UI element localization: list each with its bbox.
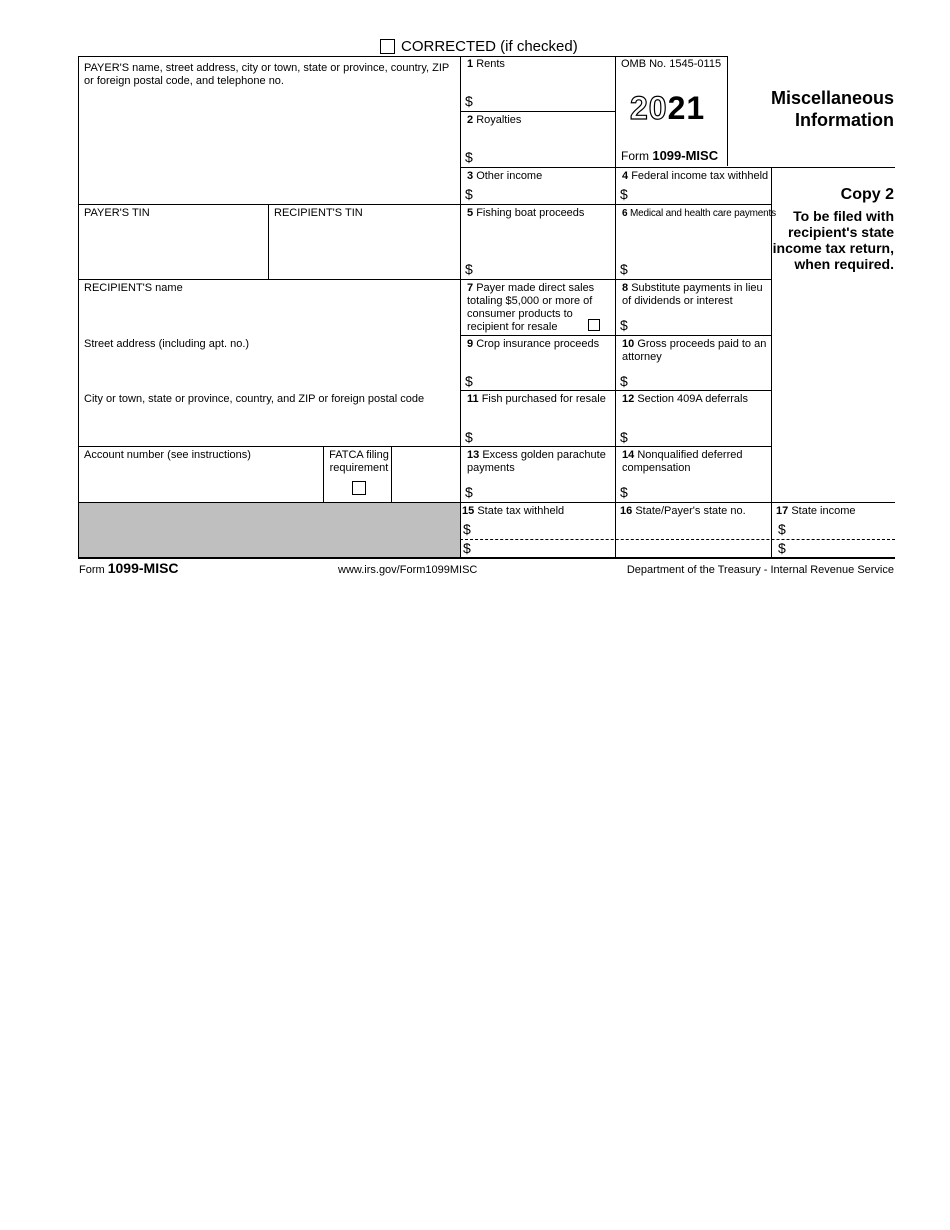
box3-label: 3 Other income bbox=[467, 170, 543, 182]
box4-label: 4 Federal income tax withheld bbox=[622, 170, 769, 182]
box4-dollar: $ bbox=[620, 186, 628, 202]
recipient-tin-label: RECIPIENT'S TIN bbox=[274, 207, 363, 219]
form-top-border bbox=[78, 56, 727, 57]
copy-line4: when required. bbox=[794, 256, 894, 272]
line-city-top bbox=[78, 446, 460, 447]
divider-col-a bbox=[460, 56, 461, 558]
city-label: City or town, state or province, country, and ZIP or foreign postal code bbox=[84, 393, 425, 405]
fatca-checkbox[interactable] bbox=[352, 481, 366, 495]
line-row7-top bbox=[460, 279, 771, 280]
box15-label: 15 State tax withheld bbox=[462, 505, 565, 517]
box9-dollar: $ bbox=[465, 373, 473, 389]
line-tin-bottom bbox=[78, 279, 460, 280]
box8-dollar: $ bbox=[620, 317, 628, 333]
divider-tin bbox=[268, 204, 269, 279]
box5-dollar: $ bbox=[465, 261, 473, 277]
footer-url[interactable]: www.irs.gov/Form1099MISC bbox=[338, 564, 478, 576]
account-number-label: Account number (see instructions) bbox=[84, 449, 251, 461]
box14-dollar: $ bbox=[620, 484, 628, 500]
line-payer-bottom bbox=[78, 204, 460, 205]
box17-label: 17 State income bbox=[776, 505, 856, 517]
box8-label: 8 Substitute payments in lieu of dividends or interest bbox=[622, 282, 763, 307]
line-row9-top bbox=[460, 335, 771, 336]
box11-label: 11 Fish purchased for resale bbox=[467, 393, 606, 405]
box2-dollar: $ bbox=[465, 149, 473, 165]
line-row11-top bbox=[460, 390, 771, 391]
fatca-label: FATCA filing requirement bbox=[329, 449, 389, 474]
box9-label: 9 Crop insurance proceeds bbox=[467, 338, 600, 350]
omb-form-name: Form 1099-MISC bbox=[621, 148, 719, 163]
box7-label: 7 Payer made direct sales totaling $5,000 or more of consumer products to recipient for resale bbox=[467, 282, 595, 333]
box13-label: 13 Excess golden parachute payments bbox=[467, 449, 606, 474]
divider-fatca-right bbox=[391, 446, 392, 502]
title-line1: Miscellaneous bbox=[770, 88, 894, 108]
tax-year: 2021 bbox=[630, 90, 706, 126]
line-row15-top bbox=[460, 502, 895, 503]
shaded-area bbox=[79, 503, 460, 557]
box10-label: 10 Gross proceeds paid to an attorney bbox=[622, 338, 767, 363]
box12-dollar: $ bbox=[620, 429, 628, 445]
recipient-name-label: RECIPIENT'S name bbox=[84, 282, 183, 294]
line-row5-top bbox=[460, 204, 771, 205]
copy-label: Copy 2 bbox=[840, 186, 894, 203]
box14-label: 14 Nonqualified deferred compensation bbox=[622, 449, 743, 474]
copy-line1: To be filed with bbox=[793, 208, 894, 224]
box7-checkbox[interactable] bbox=[588, 319, 600, 331]
box15-dollar: $ bbox=[463, 521, 471, 537]
box17-dollar: $ bbox=[778, 521, 786, 537]
street-address-label: Street address (including apt. no.) bbox=[84, 338, 250, 350]
line-row13-top bbox=[460, 446, 771, 447]
box13-dollar: $ bbox=[465, 484, 473, 500]
line-box1-bottom bbox=[460, 111, 615, 112]
box11-dollar: $ bbox=[465, 429, 473, 445]
corrected-label: CORRECTED (if checked) bbox=[401, 38, 578, 55]
form-left-border bbox=[78, 56, 79, 558]
box1-label: 1 Rents bbox=[467, 58, 505, 70]
footer-form-name: Form 1099-MISC bbox=[79, 560, 179, 576]
corrected-checkbox[interactable] bbox=[380, 39, 395, 54]
omb-number: OMB No. 1545-0115 bbox=[621, 58, 722, 70]
line-row3-top bbox=[460, 167, 895, 168]
footer-department: Department of the Treasury - Internal Revenue Service bbox=[626, 564, 894, 576]
line-state-dashed bbox=[460, 539, 895, 540]
box2-label: 2 Royalties bbox=[467, 114, 522, 126]
box6-dollar: $ bbox=[620, 261, 628, 277]
box3-dollar: $ bbox=[465, 186, 473, 202]
box17-dollar-2: $ bbox=[778, 540, 786, 556]
form-bottom-border bbox=[78, 557, 895, 559]
copy-line3: income tax return, bbox=[772, 240, 894, 256]
payer-name-label: PAYER'S name, street address, city or town, state or province, country, ZIP or foreign postal code, and telephone no. bbox=[84, 62, 450, 87]
payer-tin-label: PAYER'S TIN bbox=[84, 207, 150, 219]
copy-line2: recipient's state bbox=[787, 224, 894, 240]
divider-fatca-left bbox=[323, 446, 324, 502]
box16-label: 16 State/Payer's state no. bbox=[620, 505, 746, 517]
box5-label: 5 Fishing boat proceeds bbox=[467, 207, 585, 219]
title-line2: Information bbox=[795, 110, 894, 130]
divider-omb-right bbox=[727, 56, 728, 166]
box6-label: 6 Medical and health care payments bbox=[622, 208, 776, 219]
box12-label: 12 Section 409A deferrals bbox=[622, 393, 748, 405]
box15-dollar-2: $ bbox=[463, 540, 471, 556]
box10-dollar: $ bbox=[620, 373, 628, 389]
divider-col-b bbox=[615, 56, 616, 558]
box1-dollar: $ bbox=[465, 93, 473, 109]
